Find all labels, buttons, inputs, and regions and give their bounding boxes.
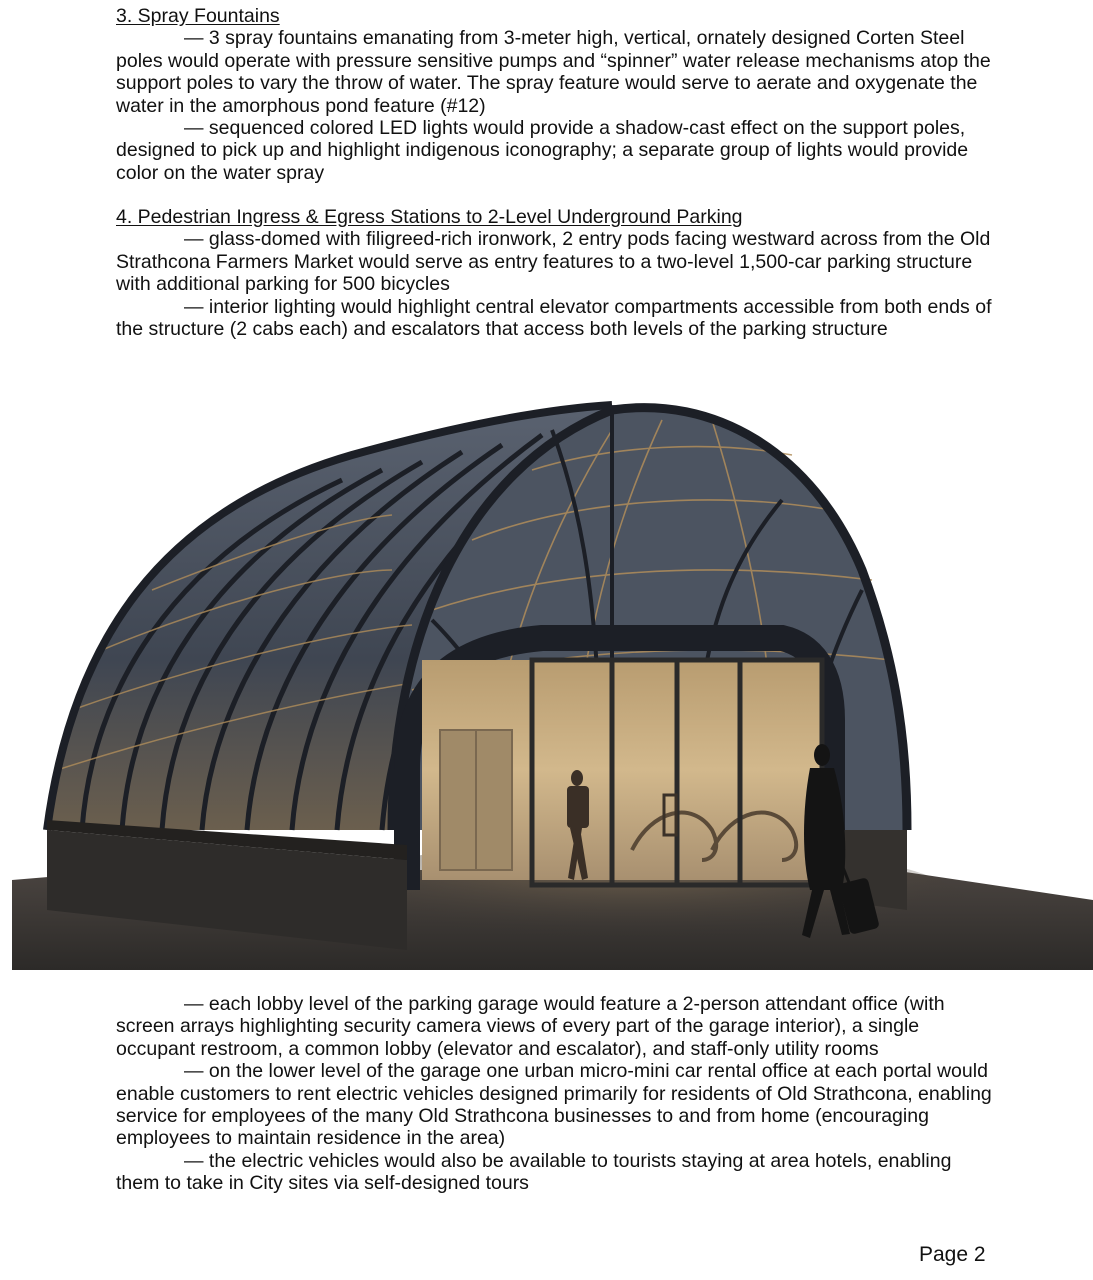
paragraph: — the electric vehicles would also be available to tourists staying at area hotels, enabling them to take in City sites via self-designed tours <box>116 1149 952 1195</box>
paragraph: — glass-domed with filigreed-rich ironwork, 2 entry pods facing westward across from the Old Strathcona Farmers Market would serve as entry features to a two-level 1,500-car parking structure with additional parking for 500 bicycles <box>116 228 991 296</box>
paragraph: — on the lower level of the garage one urban micro-mini car rental office at each portal would enable customers to rent electric vehicles designed primarily for residents of Old Strathcona, enabling service for employees of the many Old Strathcona businesses to and from home (encouraging employees to maintain residence in the area) <box>116 1060 992 1150</box>
paragraph: — 3 spray fountains emanating from 3-meter high, vertical, ornately designed Corten Steel poles would operate with pressure sensitive pumps and “spinner” water release mechanisms atop the support poles to vary the throw of water. The spray feature would serve to aerate and oxygenate the water in the amorphous pond feature (#12) <box>116 27 991 117</box>
page-number: Page 2 <box>919 1243 986 1266</box>
paragraph: — each lobby level of the parking garage would feature a 2-person attendant office (with screen arrays highlighting security camera views of every part of the garage interior), a single occupant restroom, a common lobby (elevator and escalator), and staff-only utility rooms <box>116 993 945 1060</box>
paragraph: — sequenced colored LED lights would provide a shadow-cast effect on the support poles, designed to pick up and highlight indigenous iconography; a separate group of lights would provide color on the water spray <box>116 117 969 184</box>
section-spray-fountains <box>116 5 996 184</box>
entry-pod-illustration <box>12 390 1093 972</box>
section-heading: 3. Spray Fountains <box>116 5 280 27</box>
section-pedestrian-stations <box>116 206 996 340</box>
paragraph: — interior lighting would highlight central elevator compartments accessible from both ends of the structure (2 cabs each) and escalators that access both levels of the parking structure <box>116 295 992 341</box>
section-pedestrian-stations-continued <box>116 993 996 1195</box>
section-heading: 4. Pedestrian Ingress & Egress Stations to 2-Level Underground Parking <box>116 206 743 228</box>
